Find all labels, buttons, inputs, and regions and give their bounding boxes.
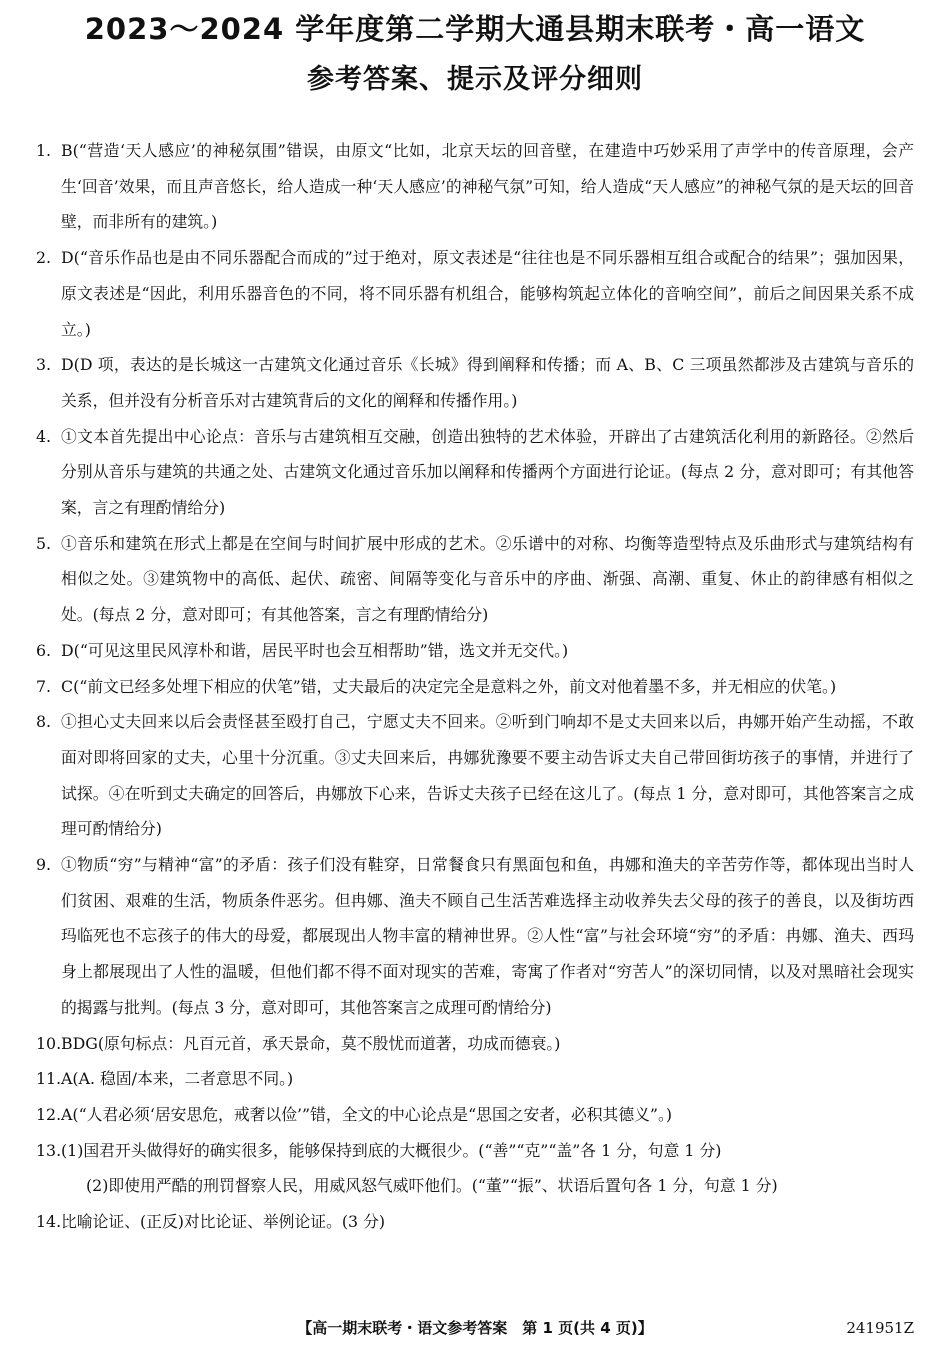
answer-text: (1)国君开头做得好的确实很多，能够保持到底的大概很少。(“善”“克”“盖”各 1 分，句意 1 分)	[61, 1140, 722, 1160]
answer-11	[36, 1061, 914, 1097]
answer-6	[36, 633, 914, 669]
answer-5	[36, 526, 914, 633]
answer-8	[36, 704, 914, 847]
footer-label: 【高一期末联考・语文参考答案 第 1 页(共 4 页)】	[297, 1319, 653, 1337]
page-footer	[0, 1314, 950, 1342]
answer-number: 7.	[36, 676, 52, 696]
answer-text: A(A. 稳固/本来，二者意思不同。)	[61, 1069, 294, 1089]
answer-4	[36, 419, 914, 526]
answer-number: 14.	[36, 1212, 62, 1232]
answer-9	[36, 847, 914, 1026]
answer-text: ①物质“穷”与精神“富”的矛盾：孩子们没有鞋穿，日常餐食只有黑面包和鱼，冉娜和渔夫的辛苦劳作等，都体现出当时人们贫困、艰难的生活，物质条件恶劣。但冉娜、渔夫不顾自己生活苦难选择主动收养失去父母的孩子的善良，以及街坊西玛临死也不忘孩子的伟大的母爱，都展现出人物丰富的精神世界。②人性“富”与社会环境“穷”的矛盾：冉娜、渔夫、西玛身上都展现出了人性的温暖，但他们都不得不面对现实的苦难，寄寓了作者对“穷苦人”的深切同情，以及对黑暗社会现实的揭露与批判。(每点 3 分，意对即可，其他答案言之成理可酌情给分)	[61, 855, 914, 1017]
answer-text: ①担心丈夫回来以后会责怪甚至殴打自己，宁愿丈夫不回来。②听到门响却不是丈夫回来以后，冉娜开始产生动摇，不敢面对即将回家的丈夫，心里十分沉重。③丈夫回来后，冉娜犹豫要不要主动告诉丈夫自己带回街坊孩子的事情，并进行了试探。④在听到丈夫确定的回答后，冉娜放下心来，告诉丈夫孩子已经在这儿了。(每点 1 分，意对即可，其他答案言之成理可酌情给分)	[61, 712, 914, 839]
answer-13-sub: (2)即使用严酷的刑罚督察人民，用威风怒气威吓他们。(“董”“振”、状语后置句各 1 分，句意 1 分)	[86, 1176, 778, 1196]
answer-number: 12.	[36, 1104, 62, 1124]
answer-13	[36, 1133, 914, 1204]
answer-text: 比喻论证、(正反)对比论证、举例论证。(3 分)	[61, 1212, 386, 1232]
footer-code: 241951Z	[846, 1319, 914, 1337]
answer-number: 11.	[36, 1069, 62, 1089]
answer-number: 6.	[36, 640, 52, 660]
answer-text: C(“前文已经多处埋下相应的伏笔”错，丈夫最后的决定完全是意料之外，前文对他着墨不多，并无相应的伏笔。)	[61, 676, 837, 696]
answer-7	[36, 669, 914, 705]
answer-number: 5.	[36, 533, 52, 553]
answer-number: 13.	[36, 1140, 62, 1160]
page-title: 2023～2024 学年度第二学期大通县期末联考・高一语文	[84, 12, 866, 46]
answer-text: BDG(原句标点：凡百元首，承天景命，莫不殷忧而道著，功成而德衰。)	[61, 1033, 561, 1053]
answer-number: 2.	[36, 248, 52, 268]
answer-12	[36, 1097, 914, 1133]
answer-text: D(D 项，表达的是长城这一古建筑文化通过音乐《长城》得到阐释和传播；而 A、B、C 三项虽然都涉及古建筑与音乐的关系，但并没有分析音乐对古建筑背后的文化的阐释和传播作用。)	[61, 355, 914, 410]
answer-number: 1.	[36, 141, 52, 160]
answer-14	[36, 1204, 914, 1240]
answer-3	[36, 347, 914, 418]
answer-text: A(“人君必须‘居安思危，戒奢以俭’”错，全文的中心论点是“思国之安者，必积其德义”。)	[61, 1104, 673, 1124]
answer-list	[36, 133, 914, 1240]
answer-text: D(“音乐作品也是由不同乐器配合而成的”过于绝对，原文表述是“往往也是不同乐器相互组合或配合的结果”；强加因果，原文表述是“因此，利用乐器音色的不同，将不同乐器有机组合，能够构筑起立体化的音响空间”，前后之间因果关系不成立。)	[61, 248, 914, 339]
answer-text: B(“营造‘天人感应’的神秘氛围”错误，由原文“比如，北京天坛的回音壁，在建造中巧妙采用了声学中的传音原理，会产生‘回音’效果，而且声音悠长，给人造成一种‘天人感应’的神秘气氛”可知，给人造成“天人感应”的神秘气氛的是天坛的回音壁，而非所有的建筑。)	[61, 141, 914, 232]
answer-number: 10.	[36, 1033, 62, 1053]
answer-1	[36, 133, 914, 240]
answer-text: D(“可见这里民风淳朴和谐，居民平时也会互相帮助”错，选文并无交代。)	[61, 640, 569, 660]
answer-text: ①文本首先提出中心论点：音乐与古建筑相互交融，创造出独特的艺术体验，开辟出了古建筑活化利用的新路径。②然后分别从音乐与建筑的共通之处、古建筑文化通过音乐加以阐释和传播两个方面进行论证。(每点 2 分，意对即可；有其他答案，言之有理酌情给分)	[61, 426, 914, 518]
answer-number: 4.	[36, 426, 52, 446]
answer-number: 9.	[36, 855, 52, 875]
answer-text: ①音乐和建筑在形式上都是在空间与时间扩展中形成的艺术。②乐谱中的对称、均衡等造型特点及乐曲形式与建筑结构有相似之处。③建筑物中的高低、起伏、疏密、间隔等变化与音乐中的序曲、渐强、高潮、重复、休止的韵律感有相似之处。(每点 2 分，意对即可；有其他答案，言之有理酌情给分)	[61, 533, 914, 625]
answer-10	[36, 1026, 914, 1062]
page-subtitle: 参考答案、提示及评分细则	[307, 64, 643, 95]
answer-number: 8.	[36, 712, 52, 732]
answer-2	[36, 240, 914, 347]
answer-number: 3.	[36, 355, 52, 375]
